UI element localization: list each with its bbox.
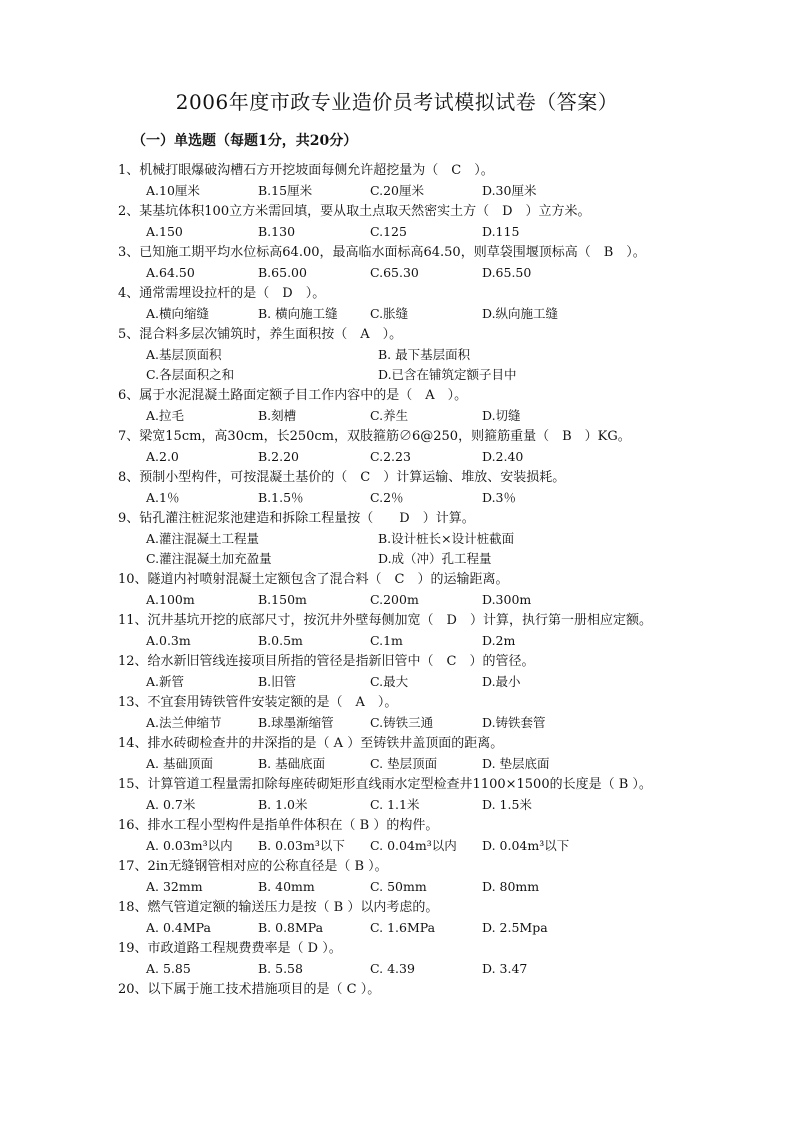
answer-option: C.1m [370,633,403,648]
option-row [118,263,738,283]
answer-option: A.新管 [146,674,185,689]
option-row [118,181,738,201]
answer-option: B.0.5m [258,633,303,648]
question-text: 13、不宜套用铸铁管件安装定额的是（ A ）。 [118,695,398,710]
question-text: 19、市政道路工程规费费率是（ D ）。 [118,941,342,956]
question-item [118,733,738,774]
question-text: 10、隧道内衬喷射混凝土定额包含了混合料（ C ）的运输距离。 [118,572,509,587]
answer-option: D.65.50 [482,265,532,280]
answer-option: C. 1.1米 [370,797,420,812]
answer-option: B.130 [258,224,296,239]
question-text: 17、2in无缝钢管相对应的公称直径是（ B ）。 [118,859,388,874]
question-text: 6、属于水泥混凝土路面定额子目工作内容中的是（ A ）。 [118,388,468,403]
answer-option: C.125 [370,224,407,239]
answer-option: A.1％ [146,490,180,505]
option-row [118,877,738,897]
question-text: 4、通常需埋设拉杆的是（ D ）。 [118,286,326,301]
option-row [118,672,738,692]
answer-option: D.30厘米 [482,183,537,198]
question-item [118,508,738,569]
question-item [118,324,738,385]
answer-option: C.65.30 [370,265,419,280]
question-item [118,610,738,651]
answer-option: B. 基础底面 [258,756,326,771]
option-row [118,713,738,733]
answer-option: C.铸铁三通 [370,715,434,730]
answer-option: B.15厘米 [258,183,313,198]
question-text: 2、某基坑体积100立方米需回填，要从取土点取天然密实土方（ D ）立方米。 [118,204,591,219]
answer-option: B.设计桩长×设计桩截面 [378,531,515,546]
question-text: 14、排水砖砌检查井的井深指的是（ A ）至铸铁井盖顶面的距离。 [118,736,504,751]
answer-option: D.最小 [482,674,521,689]
question-text: 1、机械打眼爆破沟槽石方开挖坡面每侧允许超挖量为（ C ）。 [118,163,494,178]
question-item [118,979,738,1000]
question-item [118,569,738,610]
answer-option: D.300m [482,592,532,607]
question-item [118,385,738,426]
answer-option: A. 32mm [146,879,203,894]
option-row [118,631,738,651]
question-item [118,856,738,897]
answer-option: B.1.5％ [258,490,304,505]
question-text: 5、混合料多层次铺筑时，养生面积按（ A ）。 [118,327,403,342]
answer-option: A. 5.85 [146,961,191,976]
answer-option: C.200m [370,592,419,607]
answer-option: C.养生 [370,408,409,423]
answer-option: C. 1.6MPa [370,920,436,935]
question-item [118,283,738,324]
answer-option: D. 2.5Mpa [482,920,548,935]
question-item [118,897,738,938]
answer-option: D. 1.5米 [482,797,532,812]
answer-option: A. 0.03m³以内 [146,838,233,853]
question-list [118,160,738,1000]
question-text: 15、计算管道工程量需扣除每座砖砌矩形直线雨水定型检查井1100×1500的长度是（ B ）。 [118,777,652,792]
answer-option: C.灌注混凝土加充盈量 [146,551,272,566]
question-text: 12、给水新旧管线连接项目所指的管径是指新旧管中（ C ）的管径。 [118,654,535,669]
answer-option: A.基层顶面积 [146,347,222,362]
answer-option: C. 4.39 [370,961,415,976]
option-row [118,488,738,508]
answer-option: A.100m [146,592,195,607]
question-text: 20、以下属于施工技术措施项目的是（ C ）。 [118,982,381,997]
question-item [118,651,738,692]
option-row [118,590,738,610]
answer-option: A.2.0 [146,449,179,464]
question-text: 18、燃气管道定额的输送压力是按（ B ）以内考虑的。 [118,900,439,915]
option-row [118,754,738,774]
question-item [118,938,738,979]
option-row [118,304,738,324]
question-text: 9、钻孔灌注桩泥浆池建造和拆除工程量按（ D ）计算。 [118,511,475,526]
section-heading: （一）单选题（每题1分，共20分） [132,133,358,149]
answer-option: C. 0.04m³以内 [370,838,457,853]
answer-option: B. 5.58 [258,961,303,976]
answer-option: A.灌注混凝土工程量 [146,531,260,546]
option-row [118,918,738,938]
answer-option: B. 横向施工缝 [258,306,338,321]
option-row [118,529,738,549]
answer-option: A. 0.7米 [146,797,196,812]
question-item [118,426,738,467]
answer-option: A.法兰伸缩节 [146,715,222,730]
question-text: 16、排水工程小型构件是指单件体积在（ B ）的构件。 [118,818,439,833]
answer-option: B. 1.0米 [258,797,308,812]
page-title: 2006年度市政专业造价员考试模拟试卷（答案） [175,90,619,114]
question-item [118,467,738,508]
answer-option: B. 0.8MPa [258,920,324,935]
question-text: 7、梁宽15cm，高30cm，长250cm，双肢箍筋∅6@250，则箍筋重量（ B ）KG。 [118,429,631,444]
answer-option: D.2.40 [482,449,524,464]
answer-option: C.20厘米 [370,183,424,198]
question-item [118,815,738,856]
question-item [118,242,738,283]
answer-option: A.10厘米 [146,183,200,198]
option-row [118,549,738,569]
option-row [118,406,738,426]
answer-option: A.横向缩缝 [146,306,210,321]
answer-option: D.切缝 [482,408,521,423]
answer-option: D. 3.47 [482,961,528,976]
answer-option: B. 最下基层面积 [378,347,471,362]
answer-option: C. 50mm [370,879,427,894]
question-item [118,692,738,733]
answer-option: D.纵向施工缝 [482,306,559,321]
answer-option: B.旧管 [258,674,297,689]
answer-option: D. 0.04m³以下 [482,838,570,853]
answer-option: B. 40mm [258,879,315,894]
answer-option: B.65.00 [258,265,307,280]
question-text: 8、预制小型构件，可按混凝土基价的（ C ）计算运输、堆放、安装损耗。 [118,470,566,485]
answer-option: A.150 [146,224,183,239]
option-row [118,222,738,242]
answer-option: D.3％ [482,490,517,505]
answer-option: C.胀缝 [370,306,409,321]
answer-option: B. 0.03m³以下 [258,838,345,853]
answer-option: A.拉毛 [146,408,185,423]
option-row [118,836,738,856]
answer-option: D. 垫层底面 [482,756,550,771]
option-row [118,345,738,365]
answer-option: A.64.50 [146,265,195,280]
answer-option: D.2m [482,633,516,648]
answer-option: C.各层面积之和 [146,367,235,382]
question-item [118,201,738,242]
question-text: 3、已知施工期平均水位标高64.00，最高临水面标高64.50，则草袋围堰顶标高（ B ）。 [118,245,646,260]
answer-option: D.铸铁套管 [482,715,546,730]
answer-option: D.成（冲）孔工程量 [378,551,492,566]
answer-option: C.最大 [370,674,409,689]
answer-option: C. 垫层顶面 [370,756,438,771]
answer-option: D.115 [482,224,520,239]
answer-option: D.已含在铺筑定额子目中 [378,367,517,382]
answer-option: C.2.23 [370,449,411,464]
option-row [118,795,738,815]
answer-option: C.2％ [370,490,404,505]
answer-option: B.刻槽 [258,408,297,423]
answer-option: A. 基础顶面 [146,756,213,771]
question-item [118,160,738,201]
answer-option: A.0.3m [146,633,191,648]
answer-option: B.150m [258,592,307,607]
answer-option: B.球墨渐缩管 [258,715,334,730]
option-row [118,959,738,979]
option-row [118,447,738,467]
answer-option: D. 80mm [482,879,540,894]
question-text: 11、沉井基坑开挖的底部尺寸，按沉井外壁每侧加宽（ D ）计算，执行第一册相应定额。 [118,613,652,628]
answer-option: A. 0.4MPa [146,920,211,935]
option-row [118,365,738,385]
question-item [118,774,738,815]
answer-option: B.2.20 [258,449,299,464]
